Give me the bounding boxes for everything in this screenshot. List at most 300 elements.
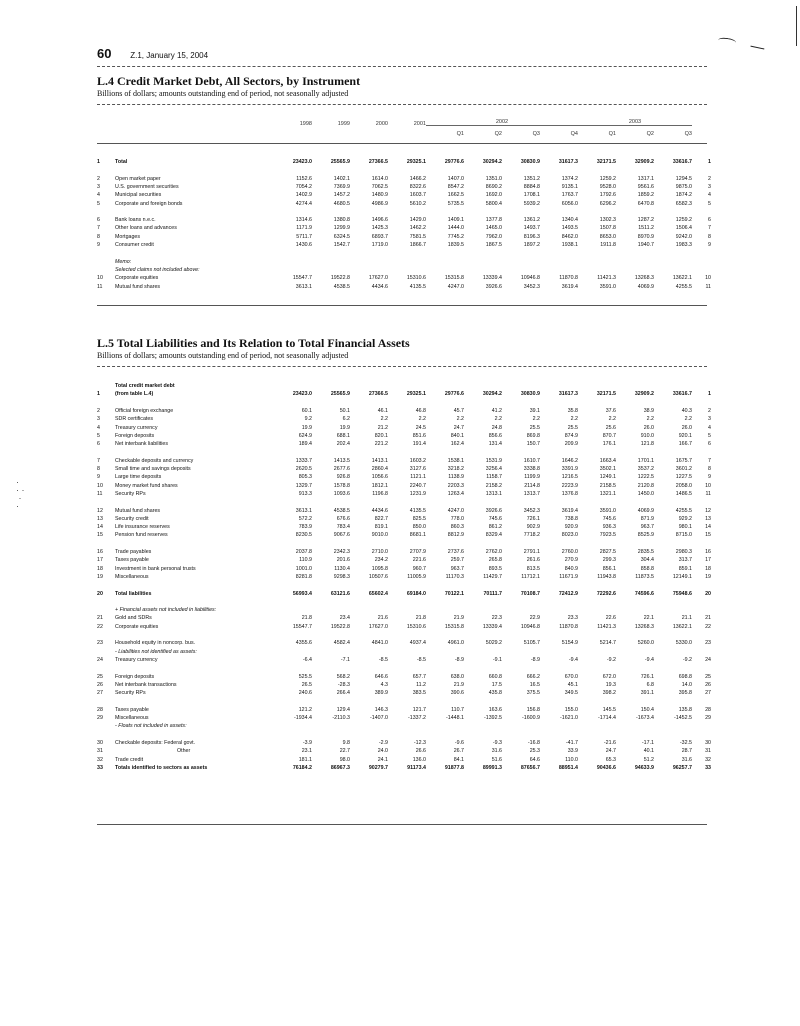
row-label: - Floats not included in assets: (115, 723, 187, 730)
cell-value: 2677.6 (333, 466, 350, 472)
cell-value: 2.2 (646, 416, 654, 423)
cell-value: 32909.2 (634, 391, 654, 398)
line-number-right: 25 (705, 673, 711, 680)
line-number-right: 4 (708, 192, 711, 199)
cell-value: 1231.9 (409, 490, 426, 497)
cell-value: 1983.3 (675, 242, 692, 248)
cell-value: 50.1 (339, 407, 350, 414)
cell-value: 26.6 (415, 748, 426, 755)
cell-value: 162.4 (450, 441, 464, 448)
cell-value: 1507.8 (599, 225, 616, 232)
cell-value: 980.1 (678, 524, 692, 531)
cell-value: 638.0 (450, 673, 464, 680)
cell-value: 1313.1 (485, 490, 502, 497)
year-group-label: 2003 (621, 119, 649, 125)
cell-value: 5154.9 (561, 640, 578, 647)
cell-value: 1263.4 (447, 490, 464, 497)
cell-value: 72412.9 (558, 590, 578, 597)
line-number: 25 (97, 673, 103, 680)
table-row (97, 739, 711, 747)
cell-value: 4247.0 (447, 283, 464, 290)
line-number-right: 15 (705, 532, 711, 539)
table-row (97, 473, 711, 481)
cell-value: 2827.5 (599, 549, 616, 555)
cell-value: 21.6 (377, 615, 388, 622)
cell-value: 12149.1 (672, 573, 692, 580)
cell-value: 3619.4 (561, 507, 578, 514)
cell-value: 37.6 (605, 407, 616, 414)
cell-value: 23.4 (339, 615, 350, 622)
cell-value: 9.8 (342, 739, 350, 746)
row-label: Total credit market debt (115, 383, 175, 389)
cell-value: 1812.1 (371, 482, 388, 489)
line-number: 10 (97, 482, 103, 489)
cell-value: 270.9 (564, 557, 578, 564)
table-row (97, 465, 711, 473)
cell-value: 45.1 (567, 681, 578, 688)
line-number-right: 11 (705, 283, 711, 290)
cell-value: 3452.3 (523, 507, 540, 514)
cell-value: 28.7 (681, 748, 692, 755)
cell-value: 33616.7 (672, 159, 692, 165)
cell-value: 657.7 (412, 673, 426, 680)
row-label: Other loans and advances (115, 225, 177, 232)
cell-value: 3926.6 (485, 507, 502, 514)
cell-value: 176.1 (602, 441, 616, 448)
column-header: 2001 (413, 121, 426, 127)
cell-value: 32909.2 (634, 159, 654, 165)
row-label: Official foreign exchange (115, 407, 174, 414)
cell-value: 26.7 (453, 748, 464, 755)
row-label: (from table L.4) (115, 391, 154, 398)
table-row (97, 407, 711, 415)
cell-value: 155.0 (564, 706, 578, 713)
cell-value: 6324.5 (333, 233, 350, 240)
cell-value: 3613.1 (295, 283, 312, 290)
cell-value: 813.5 (526, 565, 540, 572)
cell-value: 8690.2 (485, 183, 502, 190)
row-label: Total liabilities (115, 590, 152, 597)
cell-value: 9561.6 (637, 183, 654, 190)
line-number: 20 (97, 590, 103, 597)
table-row (97, 258, 711, 266)
cell-value: 383.5 (412, 690, 426, 697)
cell-value: 902.9 (526, 524, 540, 531)
cell-value: 70111.7 (483, 590, 502, 597)
line-number-right: 6 (708, 441, 711, 448)
cell-value: 11943.8 (597, 573, 616, 580)
cell-value: 23423.0 (292, 391, 312, 398)
line-number-right: 24 (705, 656, 711, 663)
line-number-right: 13 (705, 515, 711, 522)
cell-value: 1466.2 (409, 175, 426, 182)
cell-value: 5260.0 (637, 640, 654, 647)
cell-value: 1222.5 (637, 474, 654, 481)
table-row (97, 706, 711, 714)
cell-value: -1600.9 (522, 715, 540, 721)
cell-value: 121.7 (412, 706, 426, 713)
cell-value: 19.3 (605, 681, 616, 688)
cell-value: 21.2 (377, 424, 388, 431)
cell-value: 136.0 (412, 756, 426, 763)
cell-value: 166.7 (678, 441, 692, 448)
cell-value: 7923.5 (599, 532, 616, 539)
cell-value: 201.6 (336, 557, 350, 564)
table-row (97, 490, 711, 498)
cell-value: 3601.2 (675, 466, 692, 472)
cell-value: 1413.5 (333, 457, 350, 464)
cell-value: 1450.0 (637, 490, 654, 497)
cell-value: -1448.1 (446, 715, 464, 721)
scan-mark (718, 37, 737, 46)
cell-value: 389.9 (374, 690, 388, 697)
line-number: 23 (97, 640, 103, 647)
table2-bottom-rule (97, 824, 707, 825)
cell-value: 858.8 (640, 565, 654, 572)
cell-value: 1199.9 (524, 474, 540, 481)
table-row (97, 714, 711, 722)
cell-value: 1662.5 (447, 192, 464, 199)
cell-value: 660.8 (488, 673, 502, 680)
cell-value: 1603.2 (409, 457, 426, 464)
cell-value: 8970.9 (637, 233, 654, 240)
cell-value: 146.3 (374, 706, 388, 713)
cell-value: 11712.1 (521, 573, 540, 580)
cell-value: -9.2 (682, 656, 692, 663)
row-label: Mortgages (115, 233, 141, 240)
cell-value: 65.3 (605, 756, 616, 763)
line-number: 2 (97, 407, 100, 414)
row-label: Security RPs (115, 490, 146, 497)
line-number-right: 12 (705, 507, 711, 514)
cell-value: 926.8 (336, 474, 350, 481)
cell-value: 688.1 (336, 432, 350, 439)
cell-value: 25.6 (605, 424, 616, 431)
cell-value: 96257.7 (672, 764, 692, 771)
line-number: 33 (97, 764, 103, 771)
row-label: Household equity in noncorp. bus. (115, 640, 196, 647)
cell-value: 6.2 (342, 416, 350, 423)
cell-value: 150.4 (640, 706, 654, 713)
cell-value: 7369.9 (333, 183, 350, 190)
line-number-right: 7 (708, 457, 711, 464)
cell-value: 2791.1 (523, 549, 540, 555)
line-number: 13 (97, 515, 103, 522)
line-number-right: 9 (708, 242, 711, 248)
cell-value: 98.0 (339, 756, 350, 763)
group-rule (578, 125, 692, 126)
line-number-right: 14 (705, 524, 711, 531)
cell-value: 869.8 (526, 432, 540, 439)
cell-value: 1839.5 (447, 242, 464, 248)
cell-value: 349.5 (564, 690, 578, 697)
line-number: 32 (97, 756, 103, 763)
cell-value: 19.9 (301, 424, 312, 431)
cell-value: 31617.3 (558, 159, 578, 165)
cell-value: -9.2 (606, 656, 616, 663)
cell-value: 1313.7 (523, 490, 540, 497)
cell-value: 313.7 (678, 557, 692, 564)
line-number-right: 5 (708, 200, 711, 207)
table-row (97, 432, 711, 440)
line-number: 28 (97, 706, 103, 713)
line-number: 4 (97, 192, 100, 199)
cell-value: 84.1 (453, 756, 464, 763)
cell-value: 19522.8 (330, 275, 350, 282)
cell-value: 1216.5 (561, 474, 578, 481)
cell-value: 21.1 (681, 615, 692, 622)
cell-value: 31617.3 (558, 391, 578, 398)
cell-value: 23423.0 (292, 159, 312, 165)
cell-value: 25.5 (529, 424, 540, 431)
cell-value: 261.6 (526, 557, 540, 564)
cell-value: 11421.3 (597, 275, 616, 282)
cell-value: 17627.0 (368, 623, 388, 630)
table-row (97, 415, 711, 423)
cell-value: 6296.2 (599, 200, 616, 207)
table2-title: L.5 Total Liabilities and Its Relation to Total Financial Assets (97, 336, 410, 350)
cell-value: 76184.2 (292, 764, 312, 771)
table-row (97, 200, 711, 208)
cell-value: 3218.2 (447, 466, 464, 472)
cell-value: 1001.0 (295, 565, 312, 572)
cell-value: 10946.8 (520, 623, 540, 630)
line-number: 9 (97, 242, 100, 248)
table-row (97, 639, 711, 647)
cell-value: -8.9 (530, 656, 540, 663)
cell-value: 1056.6 (371, 474, 388, 481)
row-label: Treasury currency (115, 656, 158, 663)
cell-value: 74596.6 (634, 590, 654, 597)
cell-value: 1093.6 (333, 490, 350, 497)
cell-value: 745.6 (488, 515, 502, 522)
cell-value: 4274.4 (295, 200, 312, 207)
table-row (97, 274, 711, 282)
cell-value: 60.1 (301, 407, 312, 414)
line-number: 14 (97, 524, 103, 531)
line-number-right: 20 (705, 590, 711, 597)
cell-value: 4841.0 (371, 640, 388, 647)
cell-value: 871.9 (640, 515, 654, 522)
cell-value: 91173.4 (407, 764, 426, 771)
cell-value: 2737.6 (447, 549, 464, 555)
table-row (97, 623, 711, 631)
cell-value: 851.6 (412, 432, 426, 439)
cell-value: 3591.0 (599, 283, 616, 290)
table-row (97, 673, 711, 681)
cell-value: 1361.2 (523, 217, 540, 224)
cell-value: 9298.3 (333, 573, 350, 580)
cell-value: 22.7 (339, 748, 350, 755)
scan-mark (750, 46, 765, 54)
cell-value: -41.7 (565, 739, 578, 746)
cell-value: 7062.5 (371, 183, 388, 190)
cell-value: 1506.4 (675, 225, 692, 232)
cell-value: 4255.5 (675, 283, 692, 290)
row-label: Foreign deposits (115, 673, 155, 680)
line-number: 2 (97, 175, 100, 182)
cell-value: 33.9 (567, 748, 578, 755)
cell-value: 1374.2 (561, 175, 578, 182)
cell-value: 1299.9 (333, 225, 350, 232)
cell-value: 1610.7 (523, 457, 540, 464)
cell-value: 5029.2 (485, 640, 502, 647)
cell-value: 929.2 (678, 515, 692, 522)
cell-value: 4538.5 (333, 507, 350, 514)
cell-value: -8.5 (378, 656, 388, 663)
line-number-right: 21 (705, 615, 711, 622)
cell-value: 1259.2 (675, 217, 692, 224)
cell-value: 17.5 (491, 681, 502, 688)
cell-value: 10946.8 (520, 275, 540, 282)
line-number: 31 (97, 748, 103, 755)
cell-value: 3127.6 (409, 466, 426, 472)
cell-value: 1511.2 (638, 225, 654, 232)
cell-value: 1646.2 (561, 457, 578, 464)
cell-value: 21.9 (453, 681, 464, 688)
cell-value: 266.4 (336, 690, 350, 697)
line-number-right: 29 (705, 715, 711, 721)
cell-value: 8196.3 (523, 233, 540, 240)
line-number-right: 31 (705, 748, 711, 755)
cell-value: 90436.6 (596, 764, 616, 771)
cell-value: 1542.7 (333, 242, 350, 248)
cell-value: 1603.7 (409, 192, 426, 199)
cell-value: 10507.6 (368, 573, 388, 580)
row-label: Other (177, 748, 191, 755)
row-label: Corporate equities (115, 275, 159, 282)
cell-value: 1792.6 (599, 192, 616, 199)
table-row (97, 183, 711, 191)
cell-value: 110.9 (299, 557, 312, 564)
cell-value: 1430.6 (295, 242, 312, 248)
cell-value: 4135.5 (409, 283, 426, 290)
cell-value: 69184.0 (406, 590, 426, 597)
cell-value: 738.8 (564, 515, 578, 522)
cell-value: -9.3 (492, 739, 502, 746)
line-number: 21 (97, 615, 103, 622)
column-header: Q1 (608, 131, 616, 137)
cell-value: -17.1 (641, 739, 654, 746)
cell-value: 87656.7 (520, 764, 540, 771)
cell-value: 46.1 (377, 407, 388, 414)
cell-value: 27366.5 (368, 159, 388, 165)
cell-value: 1294.5 (675, 175, 692, 182)
cell-value: 1380.8 (333, 217, 350, 224)
line-number-right: 8 (708, 233, 711, 240)
cell-value: 22.3 (491, 615, 502, 622)
line-number: 1 (97, 391, 100, 398)
scan-edge-line (796, 6, 797, 46)
column-header: Q4 (570, 131, 578, 137)
cell-value: 861.2 (488, 524, 502, 531)
cell-value: -1934.4 (294, 715, 312, 721)
cell-value: 13268.3 (634, 623, 654, 630)
cell-value: 88951.4 (558, 764, 578, 771)
table-row (97, 681, 711, 689)
cell-value: 666.2 (526, 673, 540, 680)
table-row (97, 531, 711, 539)
cell-value: 70122.1 (444, 590, 464, 597)
line-number-right: 16 (705, 549, 711, 555)
cell-value: -1407.0 (370, 715, 388, 721)
cell-value: 874.9 (564, 432, 578, 439)
line-number-right: 27 (705, 690, 711, 697)
cell-value: 1351.2 (523, 175, 540, 182)
cell-value: 870.7 (602, 432, 616, 439)
line-number: 6 (97, 441, 100, 448)
table-row (97, 556, 711, 564)
cell-value: 11870.8 (559, 275, 578, 282)
table1-header-rule (97, 143, 707, 144)
cell-value: 29776.6 (444, 159, 464, 165)
cell-value: 8812.9 (447, 532, 464, 539)
cell-value: 398.2 (602, 690, 616, 697)
cell-value: 670.0 (564, 673, 578, 680)
cell-value: 8322.6 (409, 183, 426, 190)
table-row (97, 548, 711, 556)
cell-value: 90279.7 (368, 764, 388, 771)
cell-value: 3391.9 (561, 466, 578, 472)
cell-value: 30830.9 (520, 391, 540, 398)
cell-value: 1158.7 (486, 474, 502, 481)
cell-value: 16.5 (529, 681, 540, 688)
cell-value: 11429.7 (483, 573, 502, 580)
line-number-right: 28 (705, 706, 711, 713)
cell-value: 304.4 (640, 557, 654, 564)
line-number: 7 (97, 225, 100, 232)
table-row (97, 233, 711, 241)
table-row (97, 565, 711, 573)
cell-value: 4937.4 (409, 640, 426, 647)
cell-value: -1673.4 (636, 715, 654, 721)
cell-value: 7054.2 (295, 183, 312, 190)
cell-value: 163.6 (488, 706, 502, 713)
cell-value: 110.0 (565, 756, 578, 763)
cell-value: 1249.1 (599, 474, 616, 481)
line-number-right: 3 (708, 183, 711, 190)
cell-value: 8653.0 (599, 233, 616, 240)
cell-value: 435.8 (488, 690, 502, 697)
cell-value: 390.6 (450, 690, 464, 697)
line-number-right: 10 (705, 482, 711, 489)
cell-value: 14.0 (681, 681, 692, 688)
cell-value: 265.8 (488, 557, 502, 564)
cell-value: 191.4 (412, 441, 426, 448)
row-label: SDR certificates (115, 416, 153, 423)
cell-value: -8.9 (454, 656, 464, 663)
cell-value: 2058.0 (675, 482, 692, 489)
cell-value: 778.0 (450, 515, 464, 522)
table-row (97, 689, 711, 697)
cell-value: 1329.7 (295, 482, 312, 489)
line-number-right: 4 (708, 424, 711, 431)
cell-value: 3537.2 (637, 466, 654, 472)
cell-value: 1314.6 (295, 217, 312, 224)
cell-value: 41.2 (491, 407, 502, 414)
line-number-right: 26 (705, 681, 711, 688)
cell-value: 19.9 (339, 424, 350, 431)
table1-top-rule (97, 104, 707, 105)
row-label: Total (115, 159, 128, 165)
row-label: Consumer credit (115, 242, 154, 248)
line-number-right: 32 (705, 756, 711, 763)
cell-value: 11421.3 (597, 623, 616, 630)
line-number: 7 (97, 457, 100, 464)
table-row (97, 573, 711, 581)
table1-title: L.4 Credit Market Debt, All Sectors, by Instrument (97, 74, 361, 88)
line-number-right: 19 (705, 573, 711, 580)
